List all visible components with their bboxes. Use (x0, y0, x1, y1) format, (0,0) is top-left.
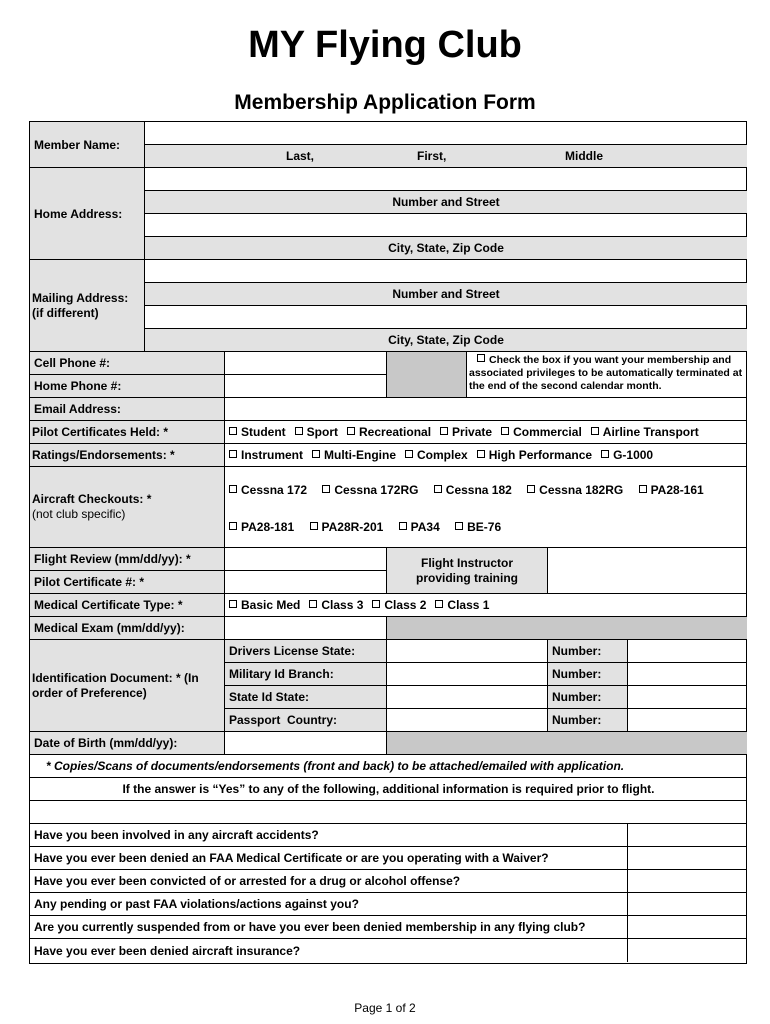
dob-label: Date of Birth (mm/dd/yy): (30, 732, 225, 755)
rating-option[interactable]: Multi-Engine (312, 448, 396, 462)
dob-shaded-area (387, 732, 747, 755)
cert-option[interactable]: Commercial (501, 425, 582, 439)
mailing-city-caption: City, State, Zip Code (145, 329, 747, 352)
checkbox[interactable] (440, 427, 448, 435)
aircraft-checkouts-title: Aircraft Checkouts: * (32, 492, 152, 506)
medical-option[interactable]: Class 1 (435, 598, 489, 612)
id-doc-input[interactable] (387, 663, 548, 686)
medical-type-options (225, 594, 747, 617)
ratings-label: Ratings/Endorsements: * (30, 444, 225, 467)
aircraft-option[interactable]: PA34 (399, 520, 440, 534)
email-label: Email Address: (30, 398, 225, 421)
checkbox[interactable] (229, 600, 237, 608)
aircraft-option[interactable]: Cessna 172 (229, 483, 307, 497)
rating-option[interactable]: G-1000 (601, 448, 653, 462)
id-doc-label: Military Id Branch: (225, 663, 387, 686)
ratings-options (225, 444, 747, 467)
answer-note: If the answer is “Yes” to any of the following, additional information is required prior to flight. (30, 778, 747, 801)
termination-note: Check the box if you want your membership and associated privileges to be automatically terminated at the end of the second calendar month. (467, 352, 747, 398)
question-text: Are you currently suspended from or have you ever been denied membership in any flying club? (30, 916, 628, 939)
cert-option[interactable]: Student (229, 425, 286, 439)
id-doc-input[interactable] (387, 640, 548, 663)
checkbox[interactable] (372, 600, 380, 608)
question-text: Have you ever been denied an FAA Medical Certificate or are you operating with a Waiver? (30, 847, 628, 870)
page-title: MY Flying Club (248, 24, 522, 66)
home-street-input[interactable] (145, 168, 747, 191)
page-number: Page 1 of 2 (354, 1001, 416, 1015)
cell-phone-input[interactable] (225, 352, 387, 375)
pilot-certificate-number-label: Pilot Certificate #: * (30, 571, 225, 594)
member-name-label: Member Name: (30, 122, 145, 168)
flight-review-label: Flight Review (mm/dd/yy): * (30, 548, 225, 571)
termination-checkbox[interactable] (477, 354, 485, 362)
medical-type-label: Medical Certificate Type: * (30, 594, 225, 617)
first-label: First, (417, 149, 447, 163)
id-number-input[interactable] (628, 663, 747, 686)
home-city-caption: City, State, Zip Code (145, 237, 747, 260)
email-input[interactable] (225, 398, 747, 421)
checkbox[interactable] (601, 450, 609, 458)
checkbox[interactable] (477, 450, 485, 458)
question-answer-input[interactable] (628, 893, 747, 916)
question-answer-input[interactable] (628, 916, 747, 939)
checkbox[interactable] (310, 522, 318, 530)
rating-option[interactable]: Instrument (229, 448, 303, 462)
checkbox[interactable] (295, 427, 303, 435)
mailing-address-note: (if different) (32, 305, 99, 320)
pilot-certificate-number-input[interactable] (225, 571, 387, 594)
spacer-row (30, 801, 747, 824)
checkbox[interactable] (591, 427, 599, 435)
medical-exam-input[interactable] (225, 617, 387, 640)
medical-shaded-area (387, 617, 747, 640)
question-answer-input[interactable] (628, 870, 747, 893)
question-answer-input[interactable] (628, 939, 747, 962)
checkbox[interactable] (309, 600, 317, 608)
cert-option[interactable]: Airline Transport (591, 425, 699, 439)
flight-instructor-label: Flight Instructor providing training (387, 548, 548, 594)
question-answer-input[interactable] (628, 824, 747, 847)
aircraft-option[interactable]: Cessna 182 (434, 483, 512, 497)
id-doc-input[interactable] (387, 709, 548, 732)
mailing-address-label (30, 260, 145, 352)
last-label: Last, (286, 149, 315, 163)
checkbox[interactable] (229, 485, 237, 493)
aircraft-checkouts-options (225, 467, 747, 548)
checkbox[interactable] (229, 450, 237, 458)
id-number-label: Number: (548, 640, 628, 663)
middle-label: Middle (565, 149, 603, 163)
checkbox[interactable] (322, 485, 330, 493)
mailing-street-caption: Number and Street (145, 283, 747, 306)
cell-phone-label: Cell Phone #: (30, 352, 225, 375)
mailing-city-input[interactable] (145, 306, 747, 329)
id-number-input[interactable] (628, 686, 747, 709)
dob-input[interactable] (225, 732, 387, 755)
aircraft-option[interactable]: PA28-181 (229, 520, 294, 534)
aircraft-checkouts-label (30, 467, 225, 548)
member-name-input[interactable] (145, 122, 747, 145)
copies-note: * Copies/Scans of documents/endorsements (front and back) to be attached/emailed with application. (30, 755, 747, 778)
medical-option[interactable]: Class 2 (372, 598, 426, 612)
mailing-street-input[interactable] (145, 260, 747, 283)
checkbox[interactable] (639, 485, 647, 493)
medical-option[interactable]: Basic Med (229, 598, 300, 612)
checkbox[interactable] (501, 427, 509, 435)
question-text: Any pending or past FAA violations/actions against you? (30, 893, 628, 916)
member-name-parts (145, 145, 747, 168)
form-subtitle: Membership Application Form (234, 91, 536, 114)
aircraft-option[interactable]: Cessna 182RG (527, 483, 623, 497)
id-number-label: Number: (548, 686, 628, 709)
aircraft-option[interactable]: BE-76 (455, 520, 501, 534)
question-answer-input[interactable] (628, 847, 747, 870)
rating-option[interactable]: High Performance (477, 448, 592, 462)
pilot-certificates-label: Pilot Certificates Held: * (30, 421, 225, 444)
termination-checkbox-area[interactable] (387, 352, 467, 398)
cert-option[interactable]: Recreational (347, 425, 431, 439)
id-number-label: Number: (548, 709, 628, 732)
pilot-certificates-options (225, 421, 747, 444)
rating-option[interactable]: Complex (405, 448, 468, 462)
checkbox[interactable] (434, 485, 442, 493)
checkbox[interactable] (229, 427, 237, 435)
aircraft-option[interactable]: PA28-161 (639, 483, 704, 497)
home-street-caption: Number and Street (145, 191, 747, 214)
mailing-address-title: Mailing Address: (32, 290, 129, 305)
checkbox[interactable] (455, 522, 463, 530)
home-city-input[interactable] (145, 214, 747, 237)
id-doc-input[interactable] (387, 686, 548, 709)
identification-label: Identification Document: * (In order of Preference) (30, 640, 225, 732)
id-number-input[interactable] (628, 709, 747, 732)
id-doc-label: Passport Country: (225, 709, 387, 732)
checkbox[interactable] (405, 450, 413, 458)
question-text: Have you ever been convicted of or arrested for a drug or alcohol offense? (30, 870, 628, 893)
home-phone-input[interactable] (225, 375, 387, 398)
checkbox[interactable] (435, 600, 443, 608)
medical-option[interactable]: Class 3 (309, 598, 363, 612)
checkbox[interactable] (229, 522, 237, 530)
flight-review-input[interactable] (225, 548, 387, 571)
aircraft-checkouts-note: (not club specific) (32, 507, 126, 521)
checkbox[interactable] (527, 485, 535, 493)
application-form (29, 121, 747, 964)
cert-option[interactable]: Sport (295, 425, 338, 439)
aircraft-option[interactable]: PA28R-201 (310, 520, 384, 534)
medical-exam-label: Medical Exam (mm/dd/yy): (30, 617, 225, 640)
cert-option[interactable]: Private (440, 425, 492, 439)
id-doc-label: Drivers License State: (225, 640, 387, 663)
checkbox[interactable] (399, 522, 407, 530)
checkbox[interactable] (347, 427, 355, 435)
aircraft-option[interactable]: Cessna 172RG (322, 483, 418, 497)
home-phone-label: Home Phone #: (30, 375, 225, 398)
home-address-label: Home Address: (30, 168, 145, 260)
flight-instructor-input[interactable] (548, 548, 747, 594)
id-number-input[interactable] (628, 640, 747, 663)
checkbox[interactable] (312, 450, 320, 458)
question-text: Have you been involved in any aircraft accidents? (30, 824, 628, 847)
id-doc-label: State Id State: (225, 686, 387, 709)
question-text: Have you ever been denied aircraft insurance? (30, 939, 628, 962)
id-number-label: Number: (548, 663, 628, 686)
